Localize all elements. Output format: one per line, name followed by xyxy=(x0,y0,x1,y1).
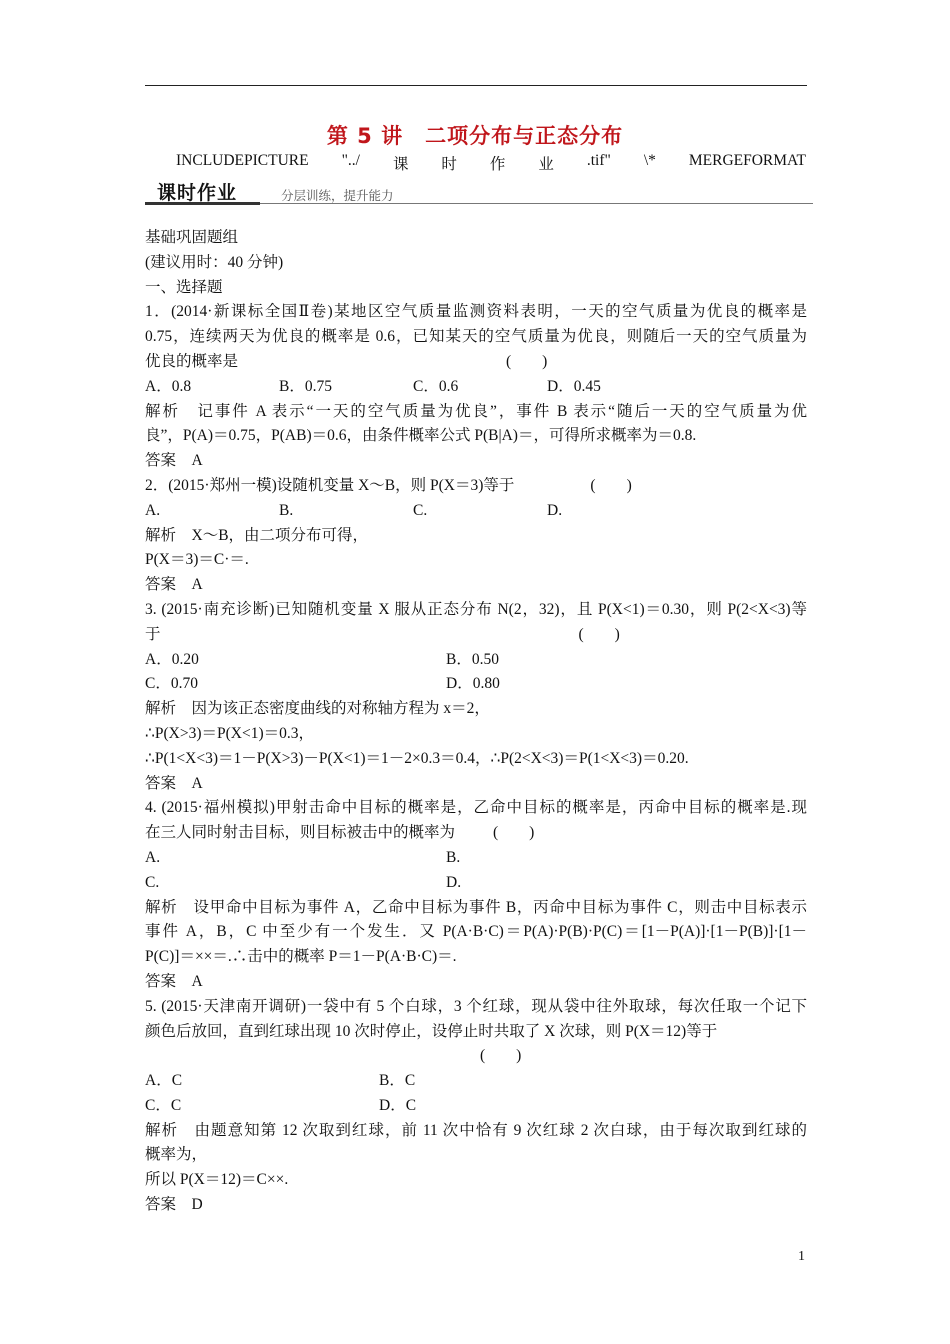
q1-answer: 答案 A xyxy=(145,452,203,470)
field-word: MERGEFORMAT xyxy=(688,152,806,169)
option: C．C xyxy=(145,1096,182,1114)
q4-analysis: 事件 A，B，C 中至少有一个发生．又 P(A·B·C)＝P(A)·P(B)·P(C)＝[1－P(A)]·[1－P(B)]·[1－ xyxy=(145,923,807,941)
q1-stem-text: 优良的概率是 xyxy=(145,352,239,370)
field-word: 时 xyxy=(441,156,457,173)
q3-options xyxy=(145,672,807,697)
field-word: 作 xyxy=(489,156,506,173)
q5-paren-line xyxy=(145,1044,807,1069)
q5-stem-line: 颜色后放回，直到红球出现 10 次时停止，设停止时共取了 X 次球，则 P(X＝12)等于 xyxy=(145,1022,718,1040)
field-word: INCLUDEPICTURE xyxy=(176,152,309,169)
answer-paren: ( ) xyxy=(480,1047,522,1065)
q2-answer: 答案 A xyxy=(145,576,203,594)
q1-analysis: 良”，P(A)＝0.75，P(AB)＝0.6，由条件概率公式 P(B|A)＝，可得所求概率为＝0.8. xyxy=(145,427,697,445)
option: B．0.75 xyxy=(279,377,332,395)
q5-analysis: 概率为， xyxy=(145,1146,208,1164)
q4-stem-line: 4. (2015·福州模拟)甲射击命中目标的概率是，乙命中目标的概率是，丙命中目标的概率是.现 xyxy=(145,799,807,817)
banner-rule-thick xyxy=(145,202,260,205)
q5-options xyxy=(145,1094,807,1119)
q5-answer: 答案 D xyxy=(145,1196,203,1214)
option: A．0.8 xyxy=(145,377,192,395)
q5-analysis: 解析 由题意知第 12 次取到红球，前 11 次中恰有 9 次红球 2 次白球，由于每次取到红球的 xyxy=(145,1121,807,1139)
q4-options xyxy=(145,871,807,896)
q1-stem-line: 1．(2014·新课标全国Ⅱ卷)某地区空气质量监测资料表明，一天的空气质量为优良的概率是 xyxy=(145,303,807,321)
q4-answer: 答案 A xyxy=(145,972,203,990)
q5-options xyxy=(145,1069,807,1094)
document-body xyxy=(145,226,807,1218)
q5-stem-line: 5. (2015·天津南开调研)一袋中有 5 个白球，3 个红球，现从袋中往外取球，每次任取一个记下 xyxy=(145,997,807,1015)
option: C．0.70 xyxy=(145,675,198,693)
q5-analysis: 所以 P(X＝12)＝C××. xyxy=(145,1171,289,1189)
page-number: 1 xyxy=(798,1249,805,1264)
answer-paren: ( ) xyxy=(493,824,535,842)
q3-analysis: ∴P(X>3)＝P(X<1)＝0.3， xyxy=(145,724,314,742)
option: C. xyxy=(413,501,428,519)
top-rule xyxy=(145,85,807,86)
q4-analysis: 解析 设甲命中目标为事件 A，乙命中目标为事件 B，丙命中目标为事件 C，则击中目标表示 xyxy=(145,898,807,916)
answer-paren: ( ) xyxy=(590,476,632,494)
q1-stem-line xyxy=(145,350,807,375)
field-word: 课 xyxy=(392,156,409,173)
q3-options xyxy=(145,648,807,673)
suggested-time: (建议用时：40 分钟) xyxy=(145,253,284,271)
option: A. xyxy=(145,848,161,866)
option: A．C xyxy=(145,1072,183,1090)
q3-stem-line xyxy=(145,623,807,648)
q3-answer: 答案 A xyxy=(145,774,203,792)
q4-stem-line xyxy=(145,821,807,846)
option: B．C xyxy=(379,1072,416,1090)
option: D．C xyxy=(379,1096,417,1114)
option: D．0.80 xyxy=(446,675,500,693)
option: D. xyxy=(446,873,462,891)
include-picture-field xyxy=(176,152,806,174)
section-banner xyxy=(145,176,813,208)
option: A．0.20 xyxy=(145,650,199,668)
banner-subtitle: 分层训练，提升能力 xyxy=(281,188,394,203)
group-heading: 基础巩固题组 xyxy=(145,229,239,246)
answer-paren: ( ) xyxy=(506,352,548,370)
banner-title: 课时作业 xyxy=(157,182,238,204)
q2-stem xyxy=(145,474,807,499)
q3-stem-line: 3. (2015·南充诊断)已知随机变量 X 服从正态分布 N(2，32)，且 P(X<1)＝0.30，则 P(2<X<3)等 xyxy=(145,600,807,618)
field-word: 业 xyxy=(538,156,554,173)
q2-analysis: P(X＝3)＝C·＝. xyxy=(145,551,249,569)
answer-paren: ( ) xyxy=(578,625,620,643)
field-word: .tif" xyxy=(586,152,611,169)
q2-stem-text: 2．(2015·郑州一模)设随机变量 X～B，则 P(X＝3)等于 xyxy=(145,476,515,494)
option: B. xyxy=(279,501,294,519)
option: B．0.50 xyxy=(446,650,499,668)
option: C．0.6 xyxy=(413,377,459,395)
option: C. xyxy=(145,873,160,891)
q4-options xyxy=(145,846,807,871)
q2-analysis: 解析 X～B，由二项分布可得， xyxy=(145,526,369,544)
q4-analysis: P(C)]＝××＝.∴击中的概率 P＝1－P(A·B·C)＝. xyxy=(145,948,457,966)
q3-stem-text: 于 xyxy=(145,625,161,643)
q1-analysis: 解析 记事件 A 表示“一天的空气质量为优良”，事件 B 表示“随后一天的空气质量为优 xyxy=(145,402,807,420)
section-heading: 一、选择题 xyxy=(145,278,223,296)
option: D．0.45 xyxy=(547,377,601,395)
option: B. xyxy=(446,848,461,866)
page-title: 第 5 讲 二项分布与正态分布 xyxy=(326,124,624,148)
option: D. xyxy=(547,501,563,519)
q4-stem-text: 在三人同时射击目标，则目标被击中的概率为 xyxy=(145,824,456,842)
q3-analysis: ∴P(1<X<3)＝1－P(X>3)－P(X<1)＝1－2×0.3＝0.4，∴P(2<X<3)＝P(1<X<3)＝0.20. xyxy=(145,749,689,767)
q3-analysis: 解析 因为该正态密度曲线的对称轴方程为 x＝2， xyxy=(145,700,490,718)
field-word: "../ xyxy=(341,152,360,169)
q2-options xyxy=(145,499,807,524)
option: A. xyxy=(145,501,161,519)
q1-stem-line: 0.75，连续两天为优良的概率是 0.6，已知某天的空气质量为优良，则随后一天的空气质量为 xyxy=(145,328,807,346)
banner-rule-thin xyxy=(260,203,813,204)
q1-options xyxy=(145,375,807,400)
field-word: \* xyxy=(643,152,656,169)
